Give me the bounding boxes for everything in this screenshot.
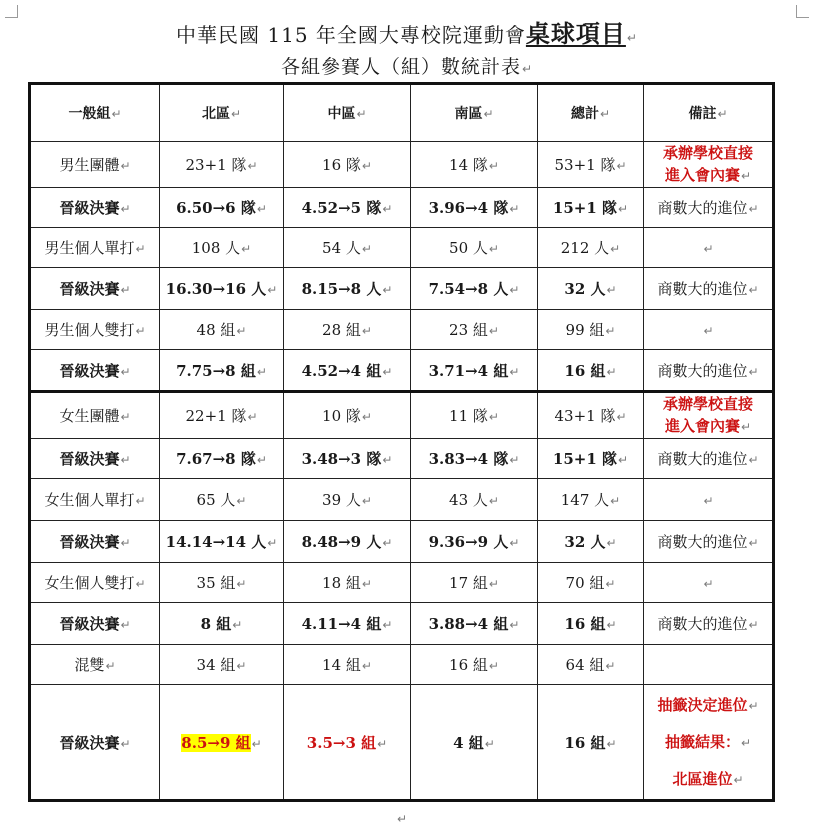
row-label: 女生個人單打↵	[30, 479, 160, 521]
row-label: 晉級決賽↵	[30, 603, 160, 645]
cell-south: 14 隊↵	[411, 142, 538, 188]
cell-central: 4.52→4 組↵	[284, 350, 411, 392]
cell-total: 53+1 隊↵	[538, 142, 644, 188]
cell-central: 8.48→9 人↵	[284, 521, 411, 563]
header-north: 北區↵	[160, 84, 284, 142]
table-row	[30, 310, 774, 350]
cell-remark: 承辦學校直接 進入會內賽↵	[644, 142, 774, 188]
cell-north: 35 組↵	[160, 563, 284, 603]
table-row	[30, 479, 774, 521]
title-sport-emphasis: 桌球項目	[525, 19, 626, 48]
cell-central: 39 人↵	[284, 479, 411, 521]
cell-remark: ↵	[644, 310, 774, 350]
cell-central: 54 人↵	[284, 228, 411, 268]
cell-remark: ↵	[644, 563, 774, 603]
cell-total: 212 人↵	[538, 228, 644, 268]
cell-south: 11 隊↵	[411, 392, 538, 439]
cell-total: 147 人↵	[538, 479, 644, 521]
header-south: 南區↵	[411, 84, 538, 142]
header-total: 總計↵	[538, 84, 644, 142]
table-row	[30, 521, 774, 563]
cell-south: 7.54→8 人↵	[411, 268, 538, 310]
header-remark: 備註↵	[644, 84, 774, 142]
row-label: 女生個人雙打↵	[30, 563, 160, 603]
cell-south: 4 組↵	[411, 685, 538, 801]
cell-south: 16 組↵	[411, 645, 538, 685]
table-row	[30, 268, 774, 310]
row-label: 男生團體↵	[30, 142, 160, 188]
table-row	[30, 563, 774, 603]
cell-remark: 商數大的進位↵	[644, 188, 774, 228]
cell-north: 23+1 隊↵	[160, 142, 284, 188]
row-label: 女生團體↵	[30, 392, 160, 439]
cell-remark: 商數大的進位↵	[644, 439, 774, 479]
cell-north: 16.30→16 人↵	[160, 268, 284, 310]
table-row	[30, 603, 774, 645]
row-label: 晉級決賽↵	[30, 439, 160, 479]
cell-north: 8.5→9 組↵	[160, 685, 284, 801]
cell-total: 15+1 隊↵	[538, 439, 644, 479]
cell-total: 15+1 隊↵	[538, 188, 644, 228]
cell-south: 3.96→4 隊↵	[411, 188, 538, 228]
table-row	[30, 350, 774, 392]
cell-north: 8 組↵	[160, 603, 284, 645]
cell-remark: 承辦學校直接 進入會內賽↵	[644, 392, 774, 439]
cell-south: 9.36→9 人↵	[411, 521, 538, 563]
row-label: 晉級決賽↵	[30, 521, 160, 563]
cell-total: 32 人↵	[538, 268, 644, 310]
table-row	[30, 439, 774, 479]
cell-central: 28 組↵	[284, 310, 411, 350]
cell-south: 3.88→4 組↵	[411, 603, 538, 645]
cell-north: 108 人↵	[160, 228, 284, 268]
cell-total: 99 組↵	[538, 310, 644, 350]
cell-central: 4.52→5 隊↵	[284, 188, 411, 228]
cell-remark	[644, 645, 774, 685]
corner-label: 一般組↵	[30, 84, 160, 142]
cell-remark: 抽籤決定進位↵ 抽籤結果：↵ 北區進位↵	[644, 685, 774, 801]
cell-total: 43+1 隊↵	[538, 392, 644, 439]
cell-central: 10 隊↵	[284, 392, 411, 439]
cell-remark: ↵	[644, 479, 774, 521]
cell-north: 7.67→8 隊↵	[160, 439, 284, 479]
cell-north: 22+1 隊↵	[160, 392, 284, 439]
row-label: 晉級決賽↵	[30, 350, 160, 392]
cell-central: 16 隊↵	[284, 142, 411, 188]
cell-total: 16 組↵	[538, 603, 644, 645]
cell-central: 3.48→3 隊↵	[284, 439, 411, 479]
cell-south: 43 人↵	[411, 479, 538, 521]
row-label: 晉級決賽↵	[30, 268, 160, 310]
cell-remark: ↵	[644, 228, 774, 268]
cell-south: 23 組↵	[411, 310, 538, 350]
cell-total: 64 組↵	[538, 645, 644, 685]
cell-central: 18 組↵	[284, 563, 411, 603]
paragraph-mark: ↵	[397, 812, 408, 826]
cell-remark: 商數大的進位↵	[644, 268, 774, 310]
cell-remark: 商數大的進位↵	[644, 521, 774, 563]
cell-total: 70 組↵	[538, 563, 644, 603]
cell-north: 65 人↵	[160, 479, 284, 521]
cell-south: 3.71→4 組↵	[411, 350, 538, 392]
row-label: 男生個人雙打↵	[30, 310, 160, 350]
cell-total: 32 人↵	[538, 521, 644, 563]
table-row	[30, 142, 774, 188]
cell-south: 17 組↵	[411, 563, 538, 603]
row-label: 混雙↵	[30, 645, 160, 685]
highlighted-value: 8.5→9 組	[181, 733, 251, 752]
cell-central: 3.5→3 組↵	[284, 685, 411, 801]
cell-central: 14 組↵	[284, 645, 411, 685]
document-subtitle: 各組參賽人（組）數統計表↵	[280, 56, 534, 78]
cell-total: 16 組↵	[538, 350, 644, 392]
cell-south: 3.83→4 隊↵	[411, 439, 538, 479]
cell-remark: 商數大的進位↵	[644, 603, 774, 645]
table-row	[30, 392, 774, 439]
stats-table	[28, 82, 775, 802]
cell-north: 34 組↵	[160, 645, 284, 685]
row-label: 晉級決賽↵	[30, 188, 160, 228]
table-row	[30, 188, 774, 228]
cell-central: 8.15→8 人↵	[284, 268, 411, 310]
cell-north: 48 組↵	[160, 310, 284, 350]
header-central: 中區↵	[284, 84, 411, 142]
cell-north: 14.14→14 人↵	[160, 521, 284, 563]
cell-south: 50 人↵	[411, 228, 538, 268]
cell-remark: 商數大的進位↵	[644, 350, 774, 392]
row-label: 晉級決賽↵	[30, 685, 160, 801]
cell-central: 4.11→4 組↵	[284, 603, 411, 645]
table-row	[30, 228, 774, 268]
cell-north: 6.50→6 隊↵	[160, 188, 284, 228]
document-title: 中華民國 115 年全國大專校院運動會桌球項目↵	[176, 19, 638, 48]
cell-north: 7.75→8 組↵	[160, 350, 284, 392]
table-row	[30, 685, 774, 801]
row-label: 男生個人單打↵	[30, 228, 160, 268]
cell-total: 16 組↵	[538, 685, 644, 801]
table-row	[30, 645, 774, 685]
header-row	[30, 84, 774, 142]
